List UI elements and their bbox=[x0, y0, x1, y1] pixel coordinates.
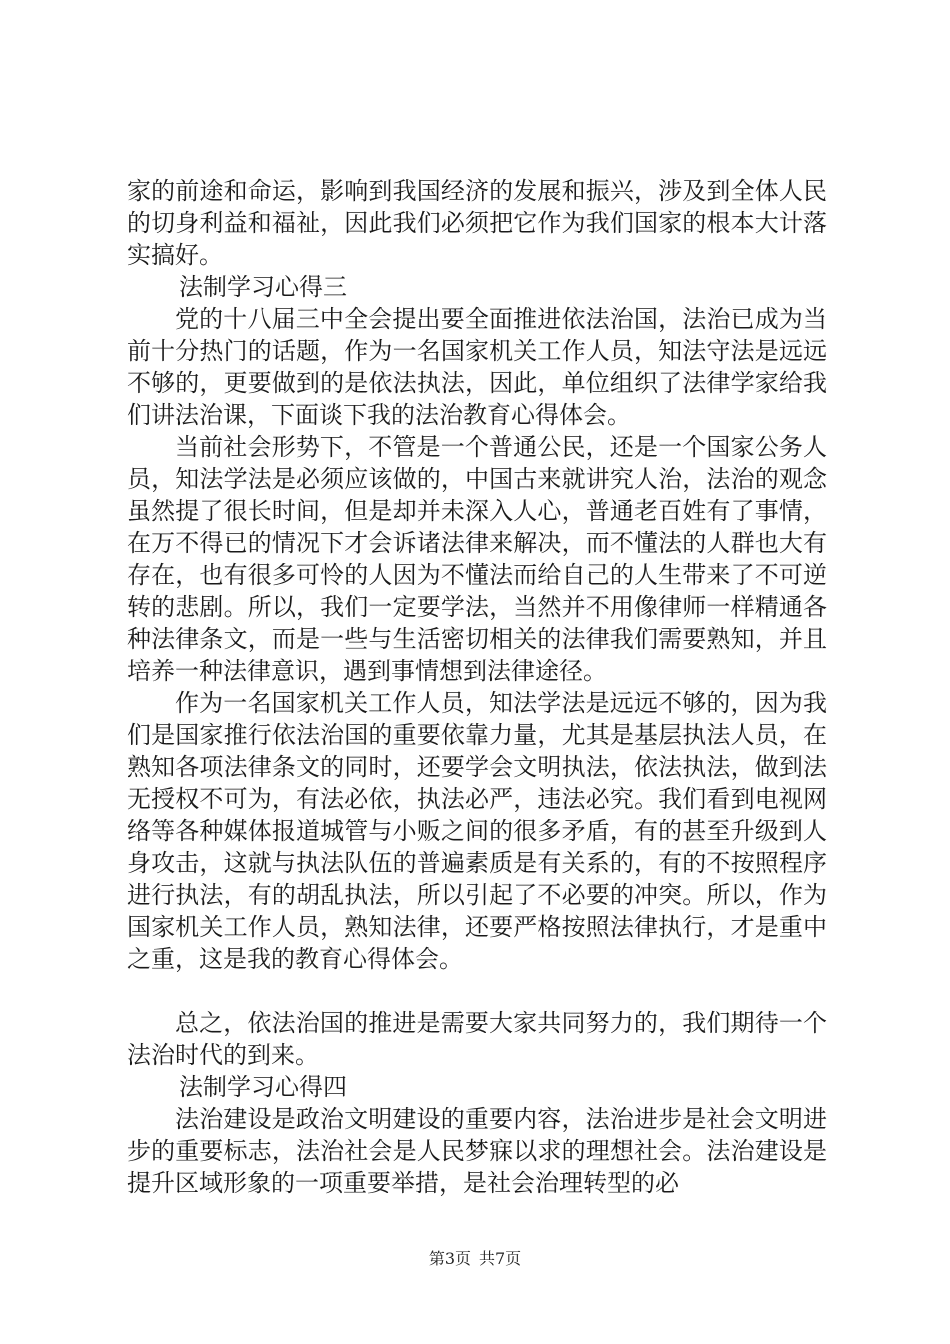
document-body bbox=[127, 175, 827, 1199]
section-heading-four: 法制学习心得四 bbox=[179, 1073, 347, 1101]
paragraph: 当前社会形势下，不管是一个普通公民，还是一个国家公务人员，知法学法是必须应该做的，中国古来就讲究人治，法治的观念虽然提了很长时间，但是却并未深入人心，普通老百姓有了事情，在万不得已的情况下才会诉诸法律来解决，而不懂法的人群也大有存在，也有很多可怜的人因为不懂法而给自己的人生带来了不可逆转的悲剧。所以，我们一定要学法，当然并不用像律师一样精通各种法律条文，而是一些与生活密切相关的法律我们需要熟知，并且培养一种法律意识，遇到事情想到法律途径。 bbox=[127, 433, 827, 685]
paragraph: 法治建设是政治文明建设的重要内容，法治进步是社会文明进步的重要标志，法治社会是人民梦寐以求的理想社会。法治建设是提升区域形象的一项重要举措，是社会治理转型的必 bbox=[127, 1105, 827, 1197]
paragraph: 总之，依法治国的推进是需要大家共同努力的，我们期待一个法治时代的到来。 bbox=[127, 1009, 827, 1069]
page-footer bbox=[0, 1246, 950, 1269]
paragraph: 党的十八届三中全会提出要全面推进依法治国，法治已成为当前十分热门的话题，作为一名国家机关工作人员，知法守法是远远不够的，更要做到的是依法执法，因此，单位组织了法律学家给我们讲法治课，下面谈下我的法治教育心得体会。 bbox=[127, 305, 827, 429]
paragraph: 作为一名国家机关工作人员，知法学法是远远不够的，因为我们是国家推行依法治国的重要依靠力量，尤其是基层执法人员，在熟知各项法律条文的同时，还要学会文明执法，依法执法，做到法无授权不可为，有法必依，执法必严，违法必究。我们看到电视网络等各种媒体报道城管与小贩之间的很多矛盾，有的甚至升级到人身攻击，这就与执法队伍的普遍素质是有关系的，有的不按照程序进行执法，有的胡乱执法，所以引起了不必要的冲突。所以，作为国家机关工作人员，熟知法律，还要严格按照法律执行，才是重中之重，这是我的教育心得体会。 bbox=[127, 689, 827, 973]
page-number: 第3页 bbox=[428, 1249, 471, 1268]
blank-line bbox=[127, 975, 827, 1007]
section-heading-three: 法制学习心得三 bbox=[179, 273, 347, 301]
paragraph-continuation: 家的前途和命运，影响到我国经济的发展和振兴，涉及到全体人民的切身利益和福祉，因此我们必须把它作为我们国家的根本大计落实搞好。 bbox=[127, 177, 827, 269]
page-total: 共7页 bbox=[479, 1249, 522, 1268]
